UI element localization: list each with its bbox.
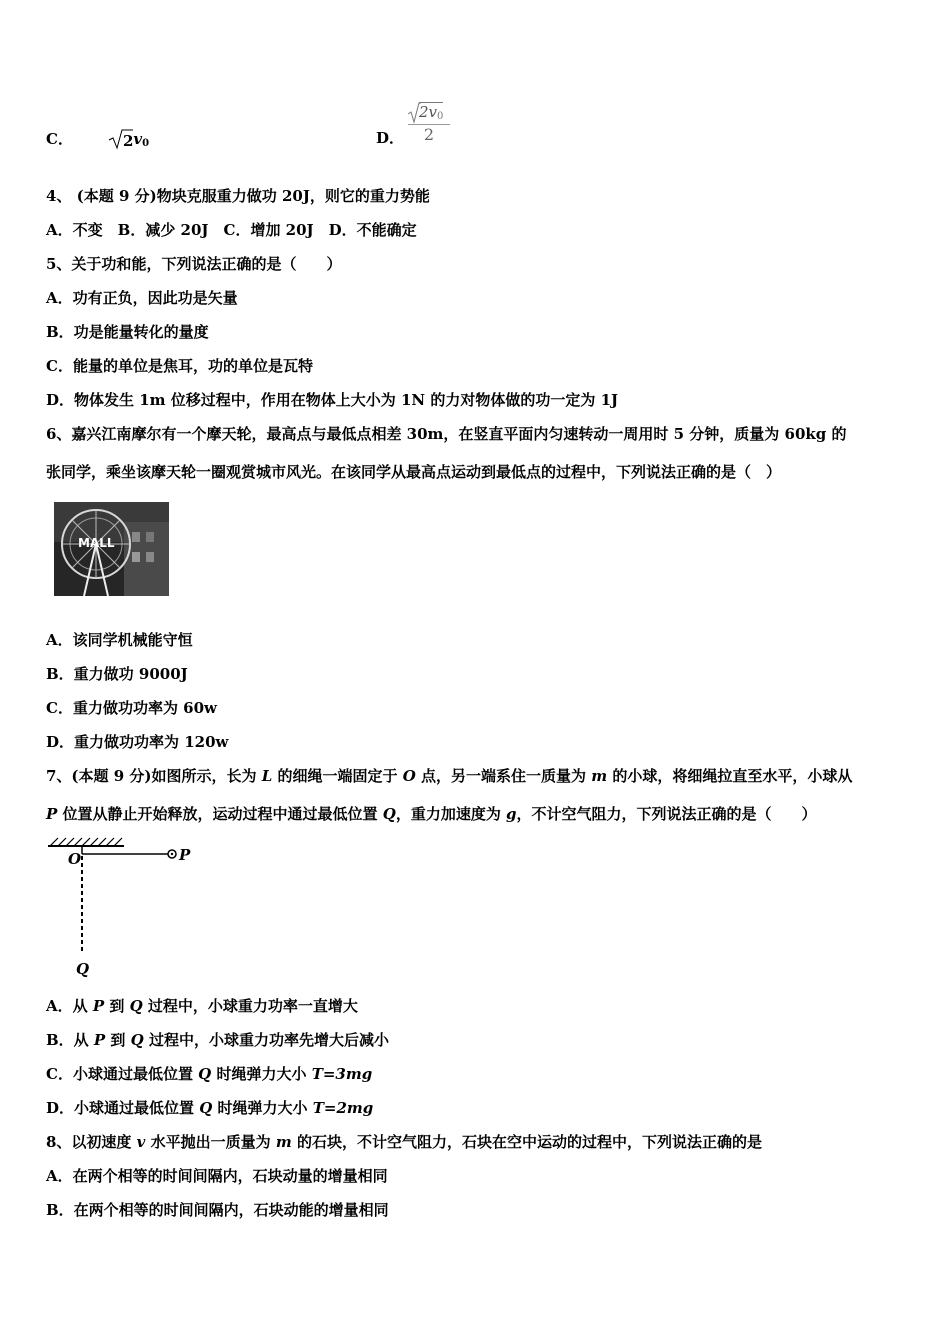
q3-option-c: C． 2 $v_0$ xyxy=(46,130,150,150)
label-p: P xyxy=(179,846,191,864)
ferris-wheel-image xyxy=(54,502,169,596)
q4-stem: 4、 (本题 9 分)物块克服重力做功 20J，则它的重力势能 xyxy=(46,187,430,205)
q7-option-b: B．从 P 到 Q 过程中，小球重力功率先增大后减小 xyxy=(46,1031,389,1049)
q6-option-c: C．重力做功功率为 60w xyxy=(46,699,217,717)
q5-option-d: D．物体发生 1m 位移过程中，作用在物体上大小为 1N 的力对物体做的功一定为 1J xyxy=(46,391,619,409)
q6-option-a: A．该同学机械能守恒 xyxy=(46,631,193,649)
ball-p-center xyxy=(171,853,173,855)
q3-option-d: D． xyxy=(376,129,405,147)
q7-option-a: A．从 P 到 Q 过程中，小球重力功率一直增大 xyxy=(46,997,358,1015)
q8-option-b: B．在两个相等的时间间隔内，石块动能的增量相同 xyxy=(46,1201,389,1219)
ceiling-hatch xyxy=(50,838,122,846)
q7-option-c: C．小球通过最低位置 Q 时绳弹力大小 T=3mg xyxy=(46,1065,373,1083)
q7-stem-line2: P 位置从静止开始释放，运动过程中通过最低位置 Q，重力加速度为 g，不计空气阻力，下列说法正确的是（ ） xyxy=(46,805,817,823)
q6-stem-line2: 张同学，乘坐该摩天轮一圈观赏城市风光。在该同学从最高点运动到最低点的过程中，下列说法正确的是（ ） xyxy=(46,463,782,481)
q8-stem: 8、以初速度 v 水平抛出一质量为 m 的石块，不计空气阻力，石块在空中运动的过程中，下列说法正确的是 xyxy=(46,1133,762,1151)
q5-option-a: A．功有正负，因此功是矢量 xyxy=(46,289,238,307)
q7-stem-line1: 7、(本题 9 分)如图所示，长为 L 的细绳一端固定于 O 点，另一端系住一质量为 m 的小球，将细绳拉直至水平，小球从 xyxy=(46,767,853,785)
ferris-wheel-photo xyxy=(54,502,169,596)
q5-option-c: C．能量的单位是焦耳，功的单位是瓦特 xyxy=(46,357,313,375)
q5-option-b: B．功是能量转化的量度 xyxy=(46,323,209,341)
q6-option-b: B．重力做功 9000J xyxy=(46,665,188,683)
sqrt2-symbol xyxy=(107,128,133,150)
q6-option-d: D．重力做功功率为 120w xyxy=(46,733,229,751)
q7-option-d: D．小球通过最低位置 Q 时绳弹力大小 T=2mg xyxy=(46,1099,374,1117)
q3-option-d-fraction: $2v_0$ 2 xyxy=(406,100,452,145)
label-q: Q xyxy=(76,960,90,978)
q6-stem-line1: 6、嘉兴江南摩尔有一个摩天轮，最高点与最低点相差 30m，在竖直平面内匀速转动一周用时 5 分钟，质量为 60kg 的 xyxy=(46,425,847,443)
q4-options: A．不变 B．减少 20J C．增加 20J D．不能确定 xyxy=(46,221,417,239)
q5-stem: 5、关于功和能，下列说法正确的是（ ） xyxy=(46,255,342,273)
q8-option-a: A．在两个相等的时间间隔内，石块动量的增量相同 xyxy=(46,1167,388,1185)
pendulum-diagram xyxy=(44,836,204,978)
label-o: O xyxy=(68,850,82,868)
svg-text:2: 2 xyxy=(123,132,134,150)
mall-sign: MALL xyxy=(78,536,115,550)
